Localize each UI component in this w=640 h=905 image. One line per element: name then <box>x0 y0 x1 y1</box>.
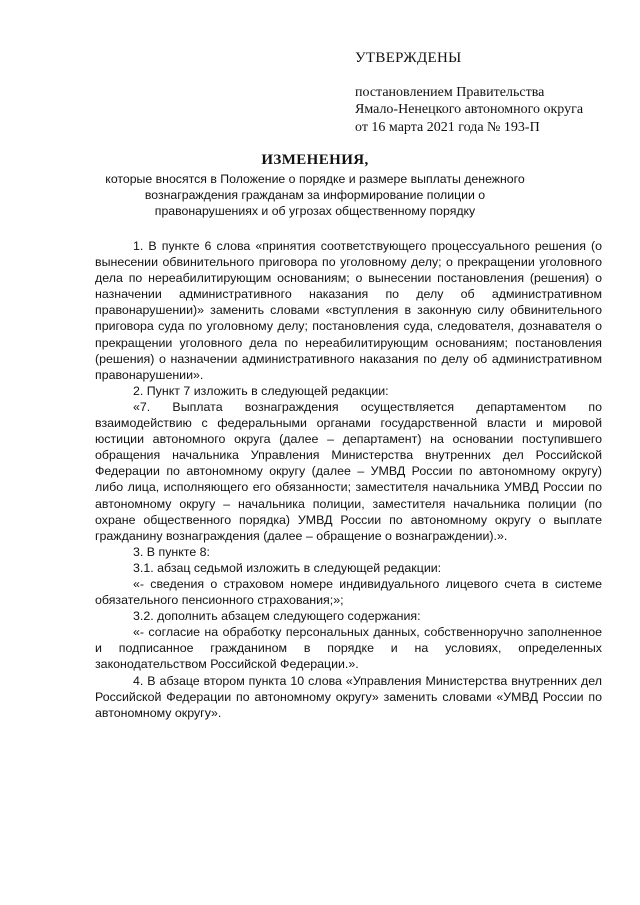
document-body <box>95 238 602 721</box>
paragraph-4: 3. В пункте 8: <box>133 544 210 559</box>
paragraph-1: 1. В пункте 6 слова «принятия соответствующего процессуального решения (о вынесении обвинительного приговора по уголовному делу; о прекращении уголовного дела по нереабилитирующим основаниям; о вынесении постановления (решения) о назначении административного наказания по делу об административном правонарушении)» заменить словами «вступления в законную силу обвинительного приговора суда по уголовному делу; постановления суда, следователя, дознавателя о прекращении уголовного дела по нереабилитирующим основаниям; постановления (решения) о назначении административного наказания по делу об административном правонарушении». <box>95 239 602 382</box>
paragraph-2: 2. Пункт 7 изложить в следующей редакции: <box>133 383 389 398</box>
approval-heading: УТВЕРЖДЕНЫ <box>355 50 462 66</box>
document-title: ИЗМЕНЕНИЯ, <box>261 152 369 168</box>
approval-line-3: от 16 марта 2021 года № 193-П <box>355 119 540 135</box>
approval-block <box>355 50 625 136</box>
paragraph-3: «7. Выплата вознаграждения осуществляется департаментом по взаимодействию с федеральными органами государственной власти и мировой юстиции автономного округа (далее – департамент) на основании поступившего обращения начальника Управления Министерства внутренних дел Российской Федерации по автономному округу (далее – УМВД России по автономному округу) либо лица, исполняющего его обязанности; заместителя начальника УМВД России по автономному округу – начальника полиции, заместителя начальника полиции (по охране общественного порядка) УМВД России по автономному округу о выплате гражданину вознаграждения (далее – обращение о вознаграждении).». <box>95 399 602 543</box>
approval-line-2: Ямало-Ненецкого автономного округа <box>355 102 584 117</box>
paragraph-7: 3.2. дополнить абзацем следующего содержания: <box>133 609 421 624</box>
paragraph-8: «- согласие на обработку персональных данных, собственноручно заполненное и подписанное гражданином в порядке и на условиях, определенных законодательством Российской Федерации.». <box>95 625 602 672</box>
document-heading <box>95 152 535 219</box>
paragraph-5: 3.1. абзац седьмой изложить в следующей редакции: <box>133 560 442 575</box>
approval-line-1: постановлением Правительства <box>355 84 545 100</box>
document-subtitle: которые вносятся в Положение о порядке и размере выплаты денежного вознаграждения гражданам за информирование полиции о правонарушениях и об угрозах общественному порядку <box>105 172 525 218</box>
paragraph-6: «- сведения о страховом номере индивидуального лицевого счета в системе обязательного пенсионного страхования;»; <box>95 576 602 608</box>
paragraph-9: 4. В абзаце втором пункта 10 слова «Управления Министерства внутренних дел Российской Федерации по автономному округу» заменить словами «УМВД России по автономному округу». <box>95 673 602 720</box>
